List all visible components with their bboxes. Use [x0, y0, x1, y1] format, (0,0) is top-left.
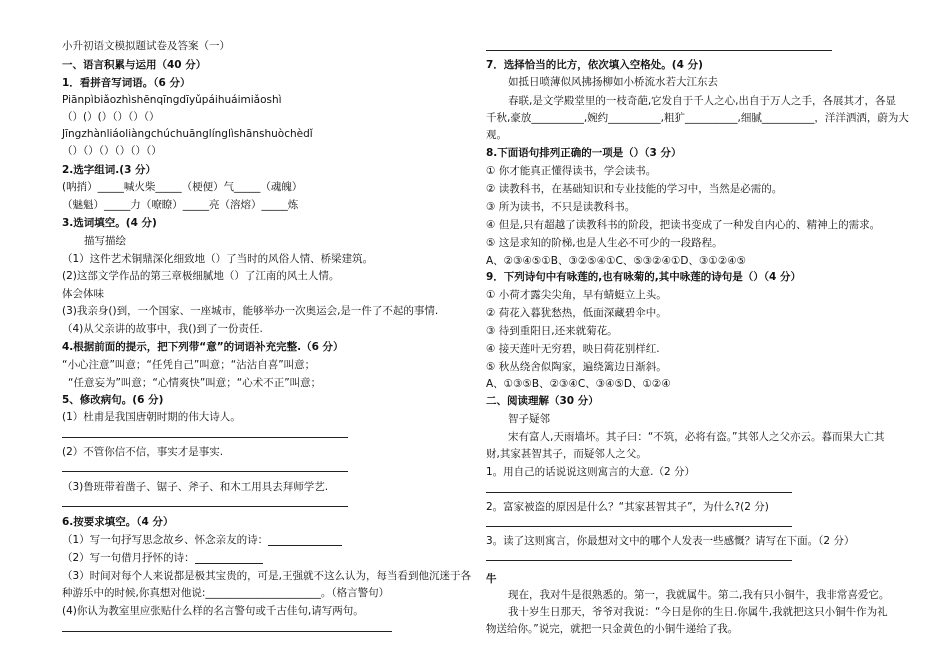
answer-line[interactable]: [62, 437, 348, 438]
question-6: 6.按要求填空。（4 分）: [62, 516, 174, 528]
question-5: 5、修改病句。(6 分): [62, 394, 164, 406]
exam-title: 小升初语文模拟题试卷及答案（一）: [62, 40, 230, 52]
reading-2-para-3: 物送给你。”说完，就把一只金黄色的小铜牛递给了我。: [486, 623, 739, 635]
question-8-sentence-2: ② 读教科书，在基础知识和专业技能的学习中，当然是必需的。: [486, 183, 783, 195]
section-1-heading: 一、语言积累与运用（40 分）: [62, 59, 207, 71]
question-7-para-2: 千秋,豪放__________,婉约__________,粗犷__________,细腻__________，洋洋洒洒，蔚为大: [486, 112, 909, 124]
question-3-sentence-4: （4)从父亲讲的故事中，我()到了一份责任.: [62, 323, 263, 335]
word-choices-2: 体会体味: [62, 288, 104, 300]
question-4: 4.根据前面的提示，把下列带“意”的词语补充完整.（6 分）: [62, 341, 344, 353]
question-7-para-1: 春联,是文学殿堂里的一枝奇葩,它发自于千人之心,出自于万人之手，各展其才，各显: [508, 95, 897, 107]
question-9: 9．下列诗句中有咏莲的,也有咏菊的,其中咏莲的诗句是（）（4 分）: [486, 271, 801, 283]
fill-blank[interactable]: [268, 545, 342, 546]
question-3: 3.选词填空。(4 分): [62, 217, 157, 229]
pinyin-line-2: Jīngzhànliáoliàngchúchuānglínglìshānshuòchèdǐ: [62, 128, 313, 140]
reading-2-para-2: 我十岁生日那天，爷爷对我说：“今日是你的生日.你属牛,我就把这只小铜牛作为礼: [508, 606, 888, 618]
question-8-sentence-5: ⑤ 这是求知的阶梯,也是人生必不可少的一段路程。: [486, 237, 723, 249]
reading-2-title: 牛: [486, 573, 497, 585]
reading-1-question-2: 2。富家被盗的原因是什么？“其家甚智其子”，为什么?(2 分): [486, 501, 769, 513]
answer-line[interactable]: [62, 506, 348, 507]
question-2: 2.选字组词.(3 分）: [62, 164, 157, 176]
pinyin-line-1: Piānpìbiǎozhìshēnqīngdīyǔpáihuáimiǎoshì: [62, 94, 282, 106]
question-8-sentence-1: ① 你才能真正懂得读书，学会读书。: [486, 165, 657, 177]
reading-1-question-1: 1。用自己的话说说这则寓言的大意.（2 分）: [486, 466, 696, 478]
question-6-item-2: [62, 553, 263, 564]
answer-line[interactable]: [486, 526, 792, 527]
question-9-line-5: ⑤ 秋丛绕舍似陶家，遍绕篱边日渐斜。: [486, 361, 667, 373]
question-2-line-1: (呐捎）_____喊火柴_____（梗便）气_____（魂魄）: [62, 181, 303, 193]
reading-1-para-2: 财,其家甚智其子，而疑邻人之父。: [486, 448, 647, 460]
reading-1-question-3: 3。读了这则寓言，你最想对文中的哪个人发表一些感慨？请写在下面。（2 分）: [486, 535, 855, 547]
reading-1-para-1: 宋有富人,天雨墙坏。其子曰：“不筑，必将有盗。”其邻人之父亦云。暮而果大亡其: [508, 431, 885, 443]
reading-1-title: 智子疑邻: [508, 413, 550, 425]
question-8: 8.下面语句排列正确的一项是（）（3 分）: [486, 147, 682, 159]
question-5-sentence-2: (2）不管你信不信，事实才是事实.: [62, 446, 224, 458]
question-2-line-2: （魅魁）_____力（嘹瞭）_____亮（溶熔）_____炼: [62, 199, 299, 211]
section-2-heading: 二、阅读理解（30 分）: [486, 395, 599, 407]
question-9-options: A、①③⑤B、②③④C、③④⑤D、①②④: [486, 378, 671, 390]
question-6-item-3: （3）时间对每个人来说都是极其宝贵的，可是,王强就不这么认为，每当看到他沉迷于各: [62, 570, 472, 582]
simile-options: 如抵日喷薄似风拂扬柳如小桥流水若大江东去: [508, 76, 718, 88]
fill-blank[interactable]: [195, 563, 263, 564]
question-9-line-2: ② 荷花入暮犹愁热，低面深藏碧伞中。: [486, 307, 667, 319]
reading-2-para-1: 现在，我对牛是很熟悉的。第一，我就属牛。第二,我有只小铜牛，我非常喜爱它。: [508, 589, 890, 601]
question-1: 1．看拼音写词语。（6 分）: [62, 77, 191, 89]
question-9-line-4: ④ 接天莲叶无穷碧，映日荷花别样红.: [486, 343, 660, 355]
question-9-line-1: ① 小荷才露尖尖角，早有蜻蜓立上头。: [486, 289, 667, 301]
answer-brackets-1: （）(）(）（）（）（）: [62, 111, 160, 123]
question-8-sentence-4: ④ 但是,只有超越了读教科书的阶段，把读书变成了一种发自内心的、精神上的需求。: [486, 219, 881, 231]
question-9-line-3: ③ 待到重阳日,还来就菊花。: [486, 325, 618, 337]
word-choices-1: 描写描绘: [84, 235, 126, 247]
question-5-sentence-1: (1）杜甫是我国唐朝时期的伟大诗人。: [62, 411, 241, 423]
question-6-item-2-text: （2）写一句借月抒怀的诗：: [62, 552, 195, 564]
question-3-sentence-2: (2)这部文学作品的第三章极细腻地（）了江南的风土人情。: [62, 270, 340, 282]
question-8-sentence-3: ③ 所为读书，不只是读教科书。: [486, 201, 636, 213]
question-6-item-4: (4)你认为教室里应张贴什么样的名言警句或千古佳句,请写两句。: [62, 605, 364, 617]
question-3-sentence-3: (3)我亲身()到，一个国家、一座城市，能够举办一次奥运会,是一件了不起的事情.: [62, 305, 439, 317]
answer-line[interactable]: [486, 50, 832, 51]
question-3-sentence-1: （1）这件艺术铜鼎深化细致地（）了当时的风俗人情、桥梁建筑。: [62, 253, 374, 265]
question-7: 7．选择恰当的比方，依次填入空格处。(4 分): [486, 59, 703, 71]
answer-line[interactable]: [486, 492, 792, 493]
answer-brackets-2: （）（）（）（）（）（）: [62, 145, 162, 157]
answer-line[interactable]: [62, 471, 348, 472]
question-7-para-3: 观。: [486, 129, 507, 141]
question-4-line-1: “小心注意”叫意；“任凭自己”叫意；“沾沾自喜”叫意；: [62, 359, 316, 371]
question-8-options: A、②③④⑤①B、③②⑤④①C、⑤③②④①D、③①②④⑤: [486, 255, 747, 267]
answer-line[interactable]: [486, 560, 792, 561]
question-6-item-3-cont: 种游乐中的时候,你真想对他说:______________________。（格言警句）: [62, 587, 390, 599]
question-5-sentence-3: （3)鲁班带着凿子、锯子、斧子、和木工用具去拜师学艺.: [62, 481, 329, 493]
question-6-item-1: [62, 535, 342, 546]
answer-line[interactable]: [62, 631, 392, 632]
question-4-line-2: “任意妄为”叫意；“心情爽快”叫意；“心术不正”叫意；: [68, 377, 322, 389]
question-6-item-1-text: （1）写一句抒写思念故乡、怀念亲友的诗：: [62, 534, 269, 546]
